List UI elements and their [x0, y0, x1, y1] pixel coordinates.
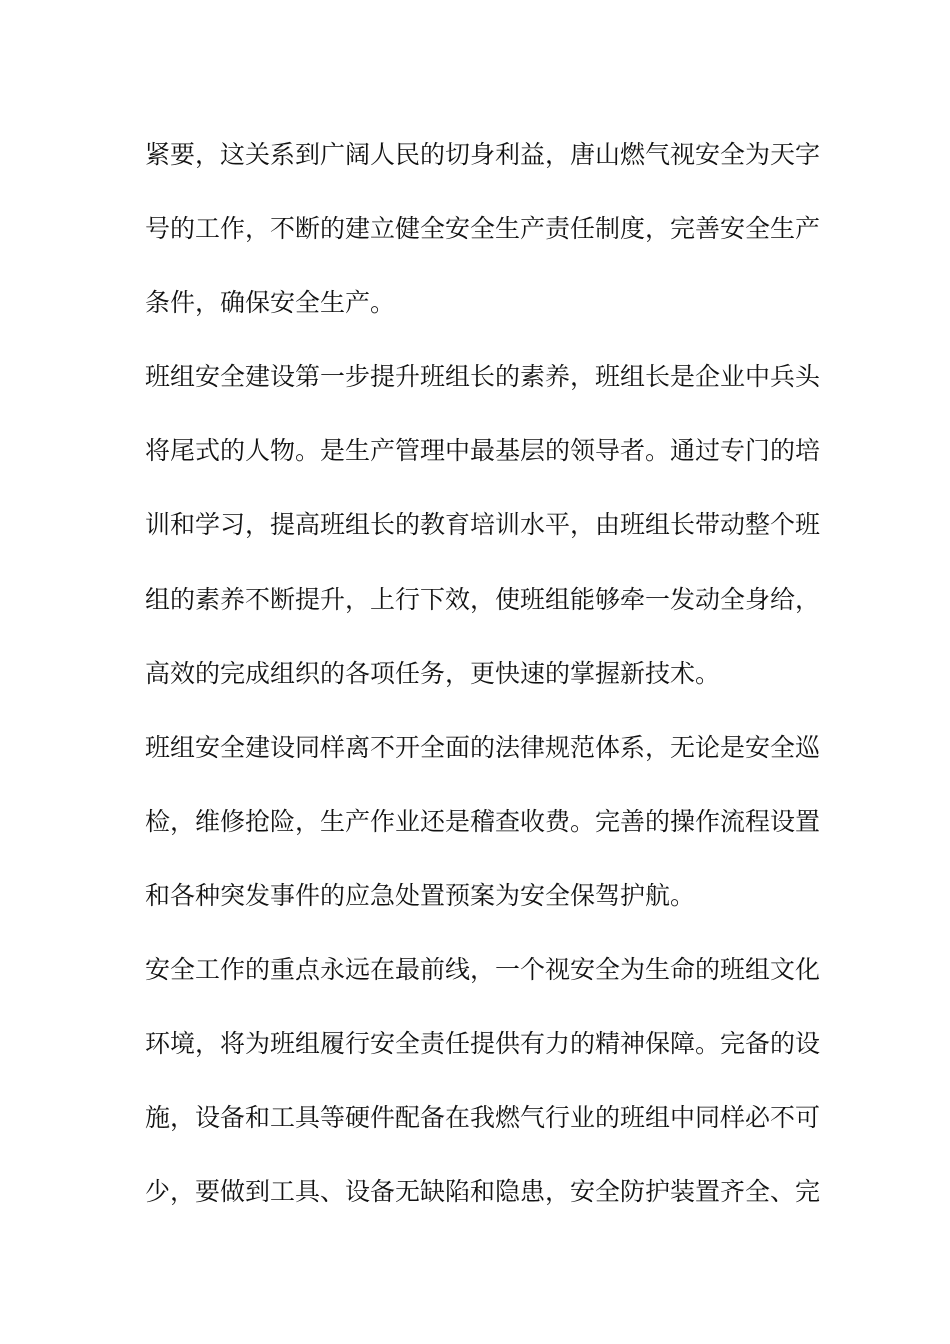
- text-line: 和各种突发事件的应急处置预案为安全保驾护航。: [145, 880, 696, 910]
- text-line: 将尾式的人物。是生产管理中最基层的领导者。通过专门的培: [145, 436, 821, 466]
- body-text: [145, 133, 821, 1244]
- text-line: 安全工作的重点永远在最前线，一个视安全为生命的班组文化: [145, 955, 821, 985]
- text-line: 环境，将为班组履行安全责任提供有力的精神保障。完备的设: [145, 1029, 821, 1059]
- text-line: 高效的完成组织的各项任务，更快速的掌握新技术。: [145, 658, 721, 688]
- text-line: 组的素养不断提升，上行下效，使班组能够牵一发动全身给，: [145, 584, 821, 614]
- text-line: 检，维修抢险，生产作业还是稽查收费。完善的操作流程设置: [145, 806, 821, 836]
- text-line: 班组安全建设第一步提升班组长的素养，班组长是企业中兵头: [145, 362, 821, 392]
- text-line: 班组安全建设同样离不开全面的法律规范体系，无论是安全巡: [145, 732, 821, 762]
- text-line: 号的工作，不断的建立健全安全生产责任制度，完善安全生产: [145, 214, 821, 244]
- text-line: 训和学习，提高班组长的教育培训水平，由班组长带动整个班: [145, 510, 821, 540]
- text-line: 施，设备和工具等硬件配备在我燃气行业的班组中同样必不可: [145, 1103, 821, 1133]
- text-line: 紧要，这关系到广阔人民的切身利益，唐山燃气视安全为天字: [145, 140, 821, 169]
- text-line: 少，要做到工具、设备无缺陷和隐患，安全防护装置齐全、完: [145, 1177, 821, 1207]
- text-line: 条件，确保安全生产。: [145, 288, 396, 318]
